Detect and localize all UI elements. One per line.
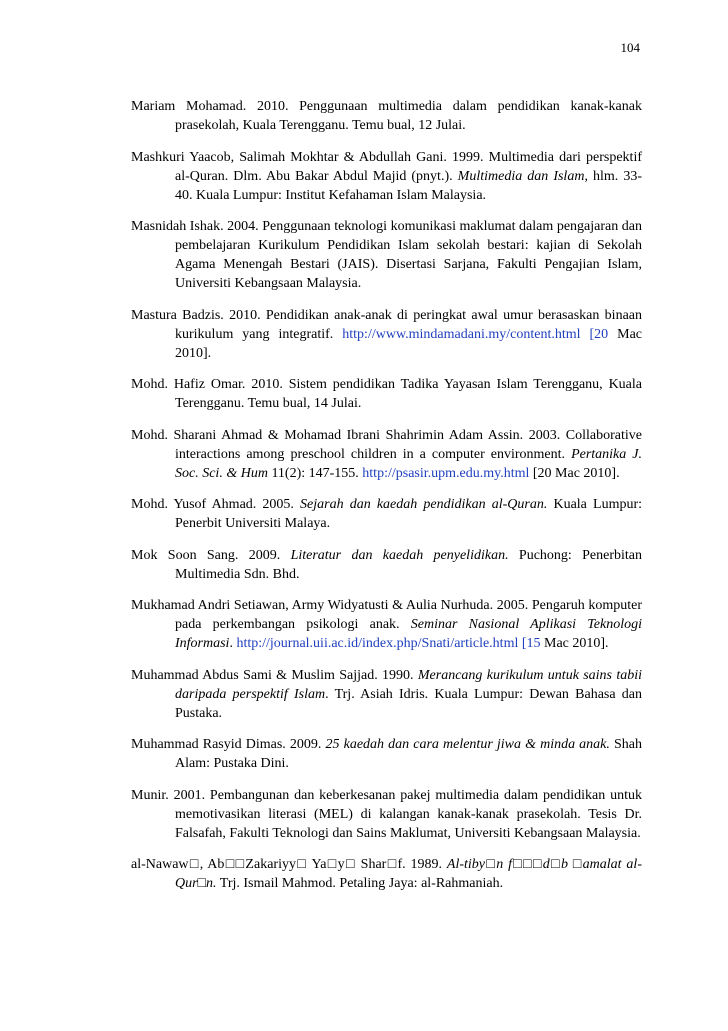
reference-title: Merancang kurikulum untuk sains tabii daripada perspektif Islam (175, 667, 642, 702)
reference-text: [20 Mac 2010]. (529, 465, 620, 481)
reference-text: , hlm. 33-40. Kuala Lumpur: Institut Kefahaman Islam Malaysia. (175, 168, 642, 203)
reference-text: 11(2): 147-155. (267, 465, 363, 481)
reference-text: Kuala Lumpur: Penerbit Universiti Malaya. (175, 497, 643, 531)
reference-entry (131, 596, 642, 653)
reference-entry (131, 97, 642, 135)
reference-entry (131, 375, 642, 413)
reference-entry (131, 306, 642, 363)
reference-text: Mok Soon Sang. 2009. (131, 547, 291, 563)
reference-entry (131, 495, 642, 533)
reference-text: Mac 2010]. (175, 326, 643, 361)
reference-link[interactable]: http://www.mindamadani.my/content.html [20 (342, 326, 609, 342)
reference-text: Mohd. Yusof Ahmad. 2005. (131, 497, 301, 512)
reference-title: Seminar Nasional Aplikasi Teknologi Informasi (175, 617, 642, 651)
reference-text: Mac 2010]. (540, 636, 609, 651)
reference-entry (131, 546, 642, 584)
reference-text: Mastura Badzis. 2010. Pendidikan anak-anak di peringkat awal umur berasaskan binaan kurikulum yang integratif. (131, 307, 642, 342)
reference-entry (131, 426, 642, 483)
reference-title: Al-tiby□n f□□□d□b □amalat al-Qur□n. (175, 857, 642, 891)
reference-text: . (229, 636, 237, 651)
reference-text: . Trj. Asiah Idris. Kuala Lumpur: Dewan Bahasa dan Pustaka. (175, 686, 643, 721)
page-number: 104 (620, 40, 640, 55)
reference-entry (131, 148, 642, 205)
reference-entry (131, 786, 642, 843)
reference-text: Trj. Ismail Mahmod. Petaling Jaya: al-Rahmaniah. (216, 876, 504, 891)
reference-text: Mohd. Sharani Ahmad & Mohamad Ibrani Shahrimin Adam Assin. 2003. Collaborative interactions among preschool children in a computer environment. (131, 427, 642, 462)
reference-text: Muhammad Rasyid Dimas. 2009. (131, 737, 326, 752)
reference-entry (131, 735, 642, 773)
reference-text: Masnidah Ishak. 2004. Penggunaan teknologi komunikasi maklumat dalam pengajaran dan pembelajaran Kurikulum Pendidikan Islam sekolah bestari: kajian di Sekolah Agama Menengah Bestari (JAIS). Disertasi Sarjana, Fakulti Pengajian Islam, Universiti Kebangsaan Malaysia. (131, 219, 642, 291)
reference-title: Sejarah dan kaedah pendidikan al-Quran. (300, 497, 548, 512)
reference-title: Multimedia dan Islam (457, 168, 585, 184)
reference-text: Mariam Mohamad. 2010. Penggunaan multimedia dalam pendidikan kanak-kanak prasekolah, Kuala Terengganu. Temu bual, 12 Julai. (131, 99, 642, 133)
reference-text: Shah Alam: Pustaka Dini. (175, 737, 643, 771)
reference-entry (131, 855, 642, 893)
reference-text: Mukhamad Andri Setiawan, Army Widyatusti & Aulia Nurhuda. 2005. Pengaruh komputer pada perkembangan psikologi anak. (131, 598, 642, 632)
reference-link[interactable]: http://journal.uii.ac.id/index.php/Snati/article.html [15 (236, 636, 541, 651)
reference-link[interactable]: http://psasir.upm.edu.my.html (362, 465, 530, 481)
reference-title: Literatur dan kaedah penyelidikan. (290, 547, 509, 563)
reference-text: al-Nawaw□, Ab□□Zakariyy□ Ya□y□ Shar□f. 1989. (131, 857, 447, 872)
reference-list (131, 97, 642, 906)
reference-entry (131, 666, 642, 723)
reference-text: Munir. 2001. Pembangunan dan keberkesanan pakej multimedia dalam pendidikan untuk memotivasikan literasi (MEL) di kalangan kanak-kanak prasekolah. Tesis Dr. Falsafah, Fakulti Teknologi dan Sains Maklumat, Universiti Kebangsaan Malaysia. (131, 787, 642, 841)
reference-title: Pertanika J. Soc. Sci. & Hum (175, 446, 642, 481)
reference-text: Mashkuri Yaacob, Salimah Mokhtar & Abdullah Gani. 1999. Multimedia dari perspektif al-Quran. Dlm. Abu Bakar Abdul Majid (pnyt.). (131, 149, 642, 184)
reference-text: Muhammad Abdus Sami & Muslim Sajjad. 1990. (131, 667, 418, 683)
reference-text: Mohd. Hafiz Omar. 2010. Sistem pendidikan Tadika Yayasan Islam Terengganu, Kuala Terengganu. Temu bual, 14 Julai. (131, 377, 642, 411)
reference-entry (131, 217, 642, 293)
reference-text: Puchong: Penerbitan Multimedia Sdn. Bhd. (175, 547, 642, 582)
reference-title: 25 kaedah dan cara melentur jiwa & minda anak. (325, 737, 610, 752)
